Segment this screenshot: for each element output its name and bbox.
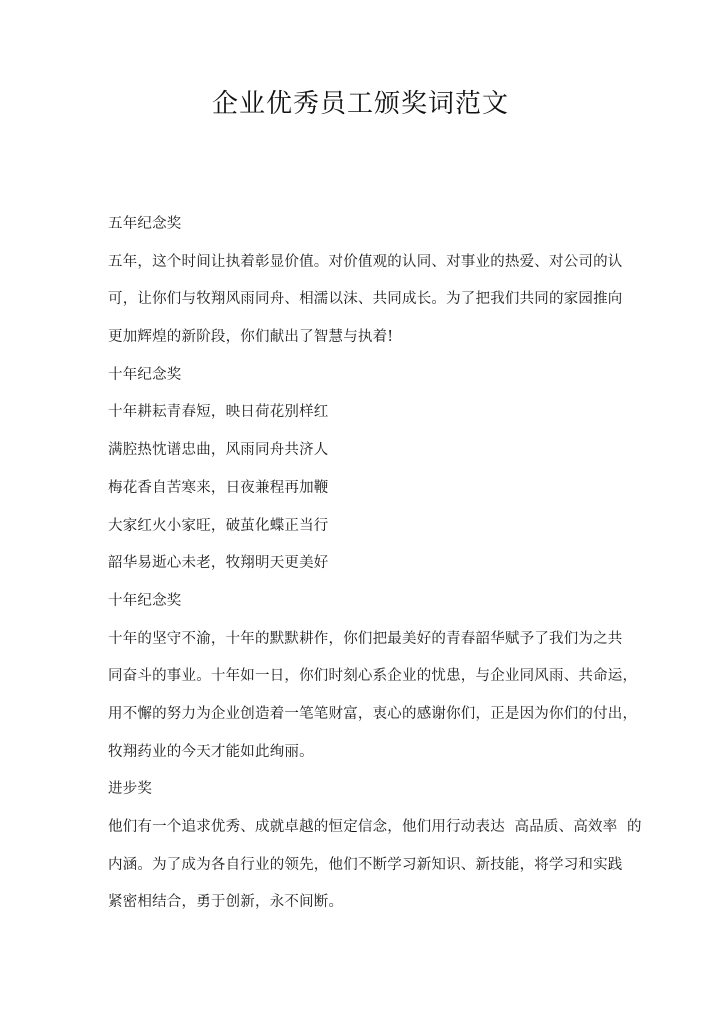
verse-line: 韶华易逝心未老，牧翔明天更美好 [108,555,329,572]
verse-line: 梅花香自苦寒来，日夜兼程再加鞭 [108,479,329,496]
section-heading: 十年纪念奖 [108,366,182,383]
paragraph-line: 可，让你们与牧翔风雨同舟、相濡以沫、共同成长。为了把我们共同的家园推向 [108,291,623,308]
paragraph-line: 同奋斗的事业。十年如一日，你们时刻心系企业的忧患，与企业同风雨、共命运， [108,668,638,685]
paragraph-line: 更加辉煌的新阶段，你们献出了智慧与执着! [108,329,394,346]
paragraph-line: 十年的坚守不渝，十年的默默耕作，你们把最美好的青春韶华赋予了我们为之共 [108,630,623,647]
section-heading: 五年纪念奖 [108,216,182,232]
paragraph-line: 内涵。为了成为各自行业的领先，他们不断学习新知识、新技能，将学习和实践 [108,856,623,873]
verse-line: 十年耕耘青春短，映日荷花别样红 [108,404,329,421]
section-heading: 十年纪念奖 [108,592,182,609]
verse-line: 满腔热忱谱忠曲，风雨同舟共济人 [108,442,329,459]
document-title: 企业优秀员工颁奖词范文 [211,89,509,119]
document-body [108,206,642,922]
section-ten-year-award-prose [108,583,638,771]
section-ten-year-award-verse [108,357,616,583]
paragraph-line: 五年，这个时间让执着彰显价值。对价值观的认同、对事业的热爱、对公司的认 [108,253,623,270]
section-heading: 进步奖 [108,781,153,798]
paragraph-line: 用不懈的努力为企业创造着一笔笔财富，衷心的感谢你们，正是因为你们的付出， [108,705,638,722]
paragraph-line: 紧密相结合，勇于创新，永不间断。 [108,894,344,911]
section-progress-award [108,771,642,922]
paragraph-line: 他们有一个追求优秀、成就卓越的恒定信念，他们用行动表达 高品质、高效率 的 [108,819,642,835]
paragraph-line: 牧翔药业的今天才能如此绚丽。 [108,743,314,760]
section-five-year-award [108,206,623,357]
verse-line: 大家红火小家旺，破茧化蝶正当行 [108,517,329,534]
